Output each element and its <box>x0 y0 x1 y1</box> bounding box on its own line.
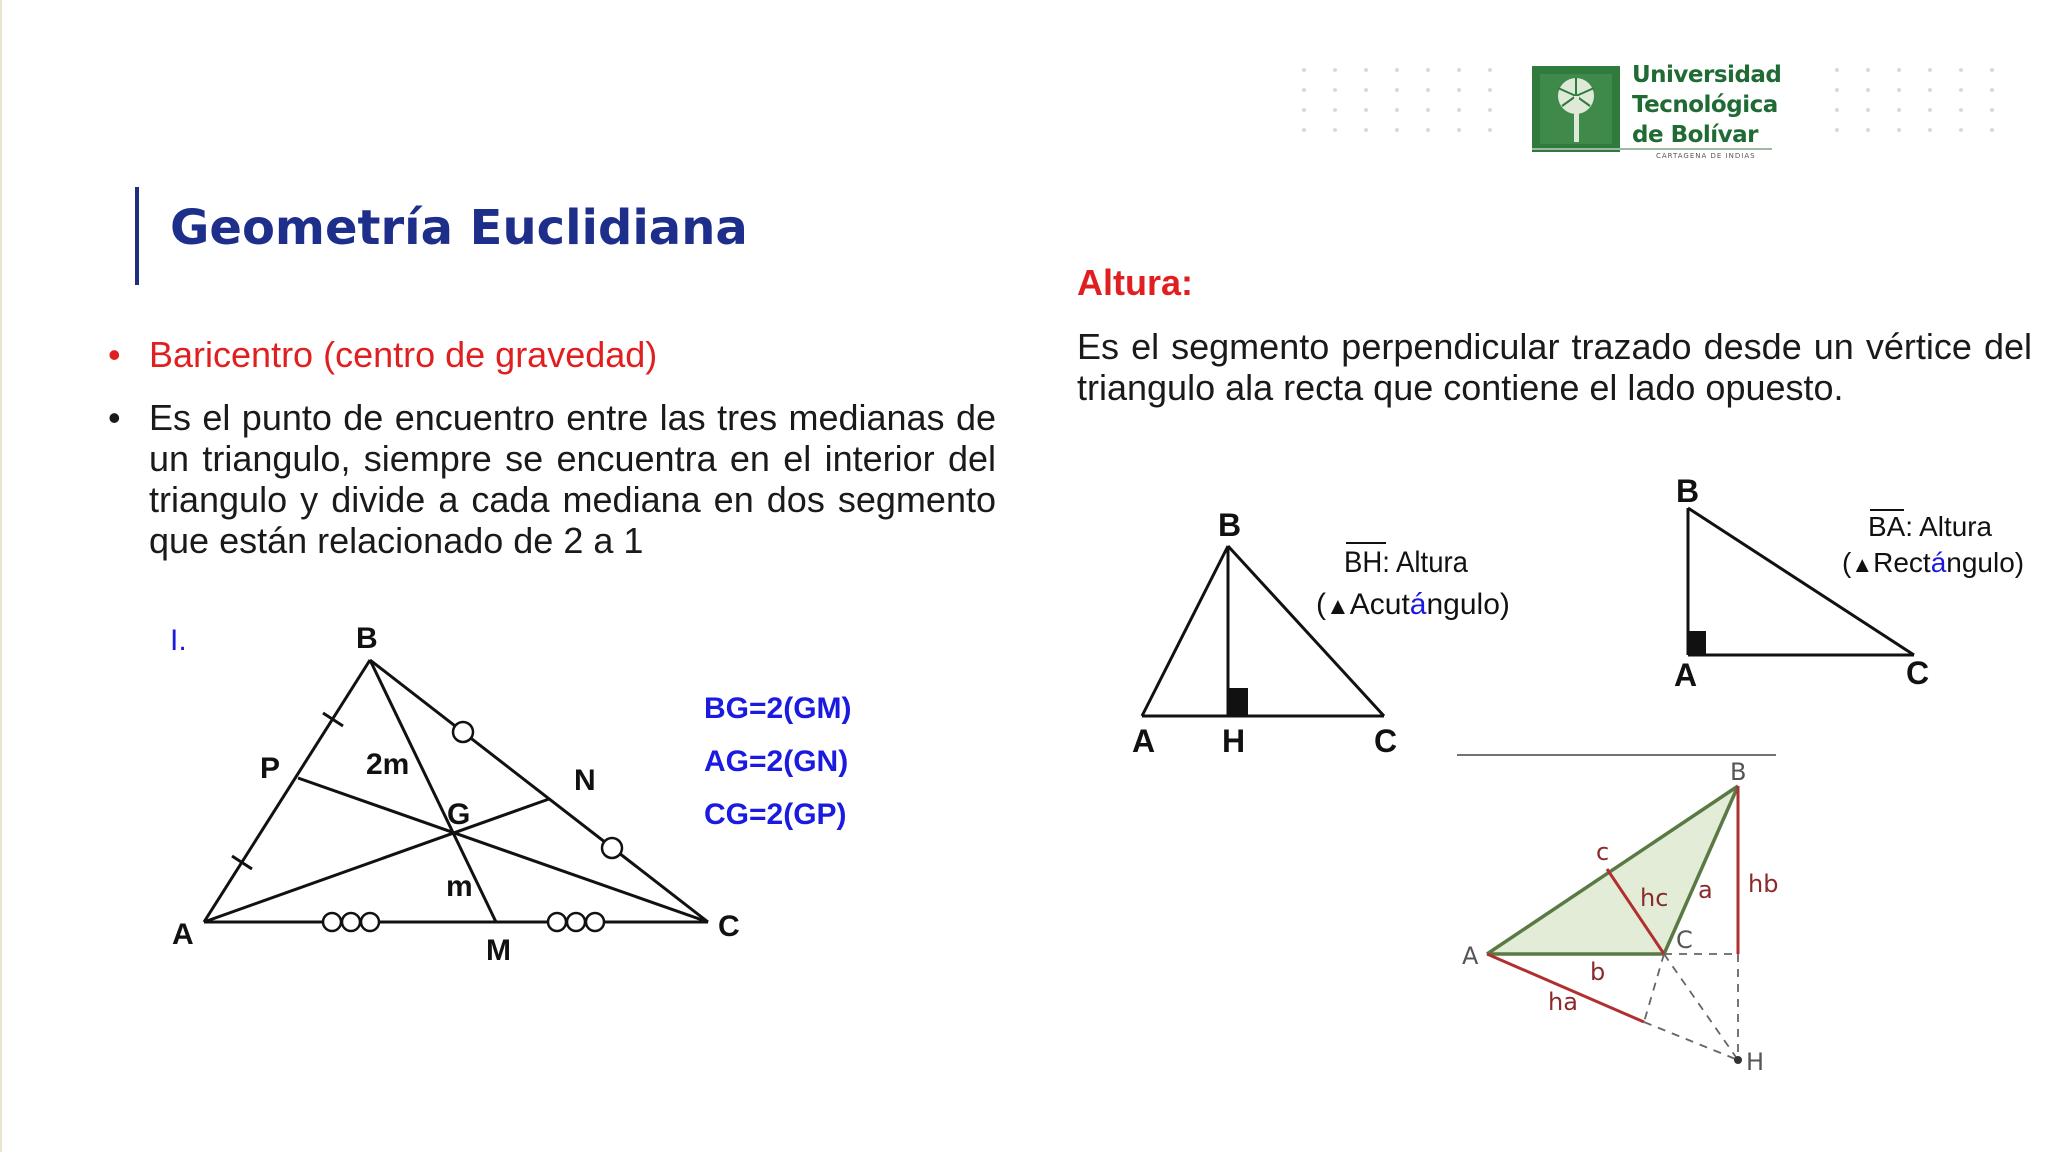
right-caption-word-a: Rect <box>1873 547 1931 578</box>
relation-bg: BG=2(GM) <box>704 692 852 725</box>
logo-line-3: de Bolívar <box>1632 122 1759 148</box>
leftover-label: I. <box>170 624 187 657</box>
logo-line-1: Universidad <box>1632 62 1782 88</box>
obtuse-vertex-c: C <box>1676 926 1693 954</box>
altura-definition: Es el segmento perpendicular trazado desde un vértice del triangulo ala recta que contiene el lado opuesto. <box>1077 326 2032 408</box>
bullet-baricentro: • Baricentro (centro de gravedad) <box>108 334 996 375</box>
label-m: m <box>446 870 473 903</box>
acute-vertex-b: B <box>1218 507 1242 543</box>
acute-caption-word-c: ngulo) <box>1426 588 1510 621</box>
acute-caption-word-a: Acut <box>1349 588 1410 621</box>
right-vertex-a: A <box>1674 657 1698 693</box>
right-vertex-c: C <box>1906 655 1930 691</box>
obtuse-vertex-b: B <box>1730 758 1747 786</box>
obtuse-side-label-a: a <box>1698 876 1713 904</box>
midpoint-n: N <box>574 764 596 797</box>
orthocenter-point <box>1734 1056 1742 1064</box>
vertex-c: C <box>718 910 740 943</box>
acute-vertex-a: A <box>1132 723 1156 759</box>
obtuse-height-label-hc: hc <box>1640 884 1669 912</box>
acute-vertex-c: C <box>1374 723 1398 759</box>
obtuse-height-label-ha: ha <box>1548 988 1578 1016</box>
vertex-a: A <box>172 918 194 951</box>
logo-line-2: Tecnológica <box>1632 92 1778 118</box>
acute-caption-word-b: á <box>1409 588 1427 621</box>
label-2m: 2m <box>366 748 410 781</box>
centroid-g: G <box>447 798 471 831</box>
obtuse-side-label-c: c <box>1596 838 1610 866</box>
obtuse-vertex-a: A <box>1462 942 1479 970</box>
right-caption-word-b: á <box>1930 547 1947 578</box>
relation-cg: CG=2(GP) <box>704 798 847 831</box>
midpoint-p: P <box>260 752 281 785</box>
logo-subtitle: CARTAGENA DE INDIAS <box>1656 152 1756 160</box>
acute-caption-triangle-icon: ▲ <box>1326 593 1350 620</box>
obtuse-height-label-hb: hb <box>1748 870 1779 898</box>
acute-vertex-h: H <box>1222 723 1246 759</box>
right-caption-1: BA: Altura <box>1868 511 1993 542</box>
acute-caption-1: BH: Altura <box>1344 546 1469 579</box>
page-title: Geometría Euclidiana <box>170 200 748 256</box>
acute-caption-paren: ( <box>1316 588 1326 621</box>
right-caption-paren: ( <box>1842 547 1852 578</box>
bullet-definition: • Es el punto de encuentro entre las tres medianas de un triangulo, siempre se encuentra en el interior del triangulo y divide a cada mediana en dos segmento que están relacionado de 2 a 1 <box>108 397 996 561</box>
vertex-b: B <box>356 622 378 655</box>
ext-c-down <box>1644 954 1664 1022</box>
midpoint-m: M <box>486 934 511 967</box>
right-caption-triangle-icon: ▲ <box>1851 552 1874 577</box>
right-caption-word-c: ngulo) <box>1946 547 2025 578</box>
obtuse-side-label-b: b <box>1590 958 1606 986</box>
relation-ag: AG=2(GN) <box>704 745 849 778</box>
obtuse-vertex-h: H <box>1746 1048 1765 1076</box>
right-vertex-b: B <box>1676 473 1700 509</box>
altura-heading: Altura: <box>1077 262 1193 303</box>
